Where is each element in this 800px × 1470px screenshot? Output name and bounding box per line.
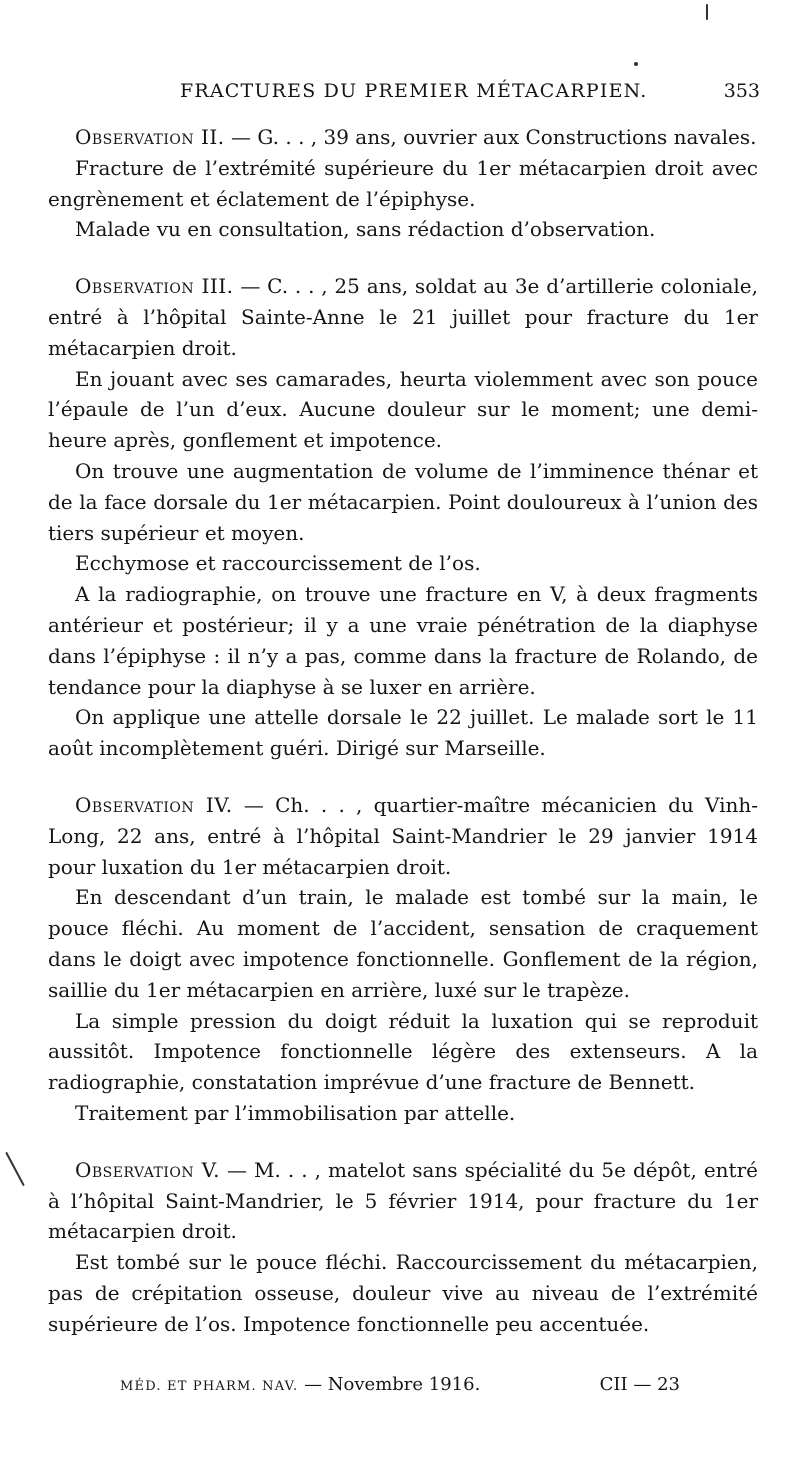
observation-3-label: Observation III. bbox=[75, 274, 234, 299]
scan-speck bbox=[5, 1152, 25, 1186]
scan-speck bbox=[634, 62, 638, 66]
running-head bbox=[70, 80, 760, 110]
footer-signature: CII — 23 bbox=[599, 1374, 680, 1395]
observation-2-paragraph-1: — G. . . , 39 ans, ouvrier aux Constructions navales. bbox=[231, 125, 757, 149]
scan-speck bbox=[706, 4, 708, 20]
page-footer bbox=[120, 1374, 680, 1404]
observation-3-paragraph-3: On trouve une augmentation de volume de l’imminence thénar et de la face dorsale du 1er métacarpien. Point douloureux à l’union des tiers supérieur et moyen. bbox=[48, 458, 758, 545]
running-title: FRACTURES DU PREMIER MÉTACARPIEN. bbox=[180, 80, 648, 102]
observation-3-paragraph-1: — C. . . , 25 ans, soldat au 3e d’artillerie coloniale, entré à l’hôpital Sainte-Anne le 21 juillet pour fracture du 1er métacarpien droit. bbox=[48, 274, 758, 360]
observation-4-paragraph-1: — Ch. . . , quartier-maître mécanicien du Vinh-Long, 22 ans, entré à l’hôpital Saint-Mandrier le 29 janvier 1914 pour luxation du 1er métacarpien droit. bbox=[48, 792, 759, 879]
observation-3-paragraph-2: En jouant avec ses camarades, heurta violemment avec son pouce l’épaule de l’un d’eux. Aucune douleur sur le moment; une demi-heure après, gonflement et impotence. bbox=[48, 366, 758, 453]
observation-4-intro bbox=[48, 790, 758, 882]
observation-2-paragraph-3: Malade vu en consultation, sans rédaction d’observation. bbox=[75, 217, 656, 242]
observation-2-paragraph-2: Fracture de l’extrémité supérieure du 1er métacarpien droit avec engrènement et éclatement de l’épiphyse. bbox=[48, 155, 758, 211]
observation-5-paragraph-1: — M. . . , matelot sans spécialité du 5e dépôt, entré à l’hôpital Saint-Mandrier, le 5 février 1914, pour fracture du 1er métacarpien droit. bbox=[48, 1157, 758, 1244]
section-gap bbox=[48, 764, 758, 790]
footer-journal: MÉD. ET PHARM. NAV. bbox=[120, 1379, 299, 1394]
observation-5-intro bbox=[48, 1155, 758, 1247]
observation-3-paragraph-4: Ecchymose et raccourcissement de l’os. bbox=[75, 551, 481, 576]
observation-2-label: Observation II. bbox=[75, 125, 225, 149]
observation-4-paragraph-4: Traitement par l’immobilisation par attelle. bbox=[75, 1100, 516, 1125]
footer-date: — Novembre 1916. bbox=[304, 1374, 481, 1395]
observation-3-intro bbox=[48, 271, 758, 363]
footer-citation bbox=[120, 1374, 480, 1395]
observation-5-paragraph-2: Est tombé sur le pouce fléchi. Raccourcissement du métacarpien, pas de crépitation osseuse, douleur vive au niveau de l’extrémité supérieure de l’os. Impotence fonctionnelle peu accentuée. bbox=[48, 1250, 758, 1336]
observation-2-intro bbox=[48, 122, 758, 153]
observation-4-paragraph-2: En descendant d’un train, le malade est tombé sur la main, le pouce fléchi. Au moment de l’accident, sensation de craquement dans le doigt avec impotence fonctionnelle. Gonflement de la région, saillie du 1er métacarpien en arrière, luxé sur le trapèze. bbox=[48, 885, 758, 1002]
section-gap bbox=[48, 245, 758, 271]
observation-3-paragraph-6: On applique une attelle dorsale le 22 juillet. Le malade sort le 11 août incomplètement guéri. Dirigé sur Marseille. bbox=[48, 705, 758, 761]
observation-4-paragraph-3: La simple pression du doigt réduit la luxation qui se reproduit aussitôt. Impotence fonctionnelle légère des extenseurs. A la radiographie, constatation imprévue d’une fracture de Bennett. bbox=[48, 1008, 758, 1095]
observation-3-paragraph-5: A la radiographie, on trouve une fracture en V, à deux fragments antérieur et postérieur; il y a une vraie pénétration de la diaphyse dans l’épiphyse : il n’y a pas, comme dans la fracture de Rolando, de tendance pour la diaphyse à se luxer en arrière. bbox=[48, 582, 758, 699]
observation-4-label: Observation IV. bbox=[75, 792, 233, 817]
observation-5-label: Observation V. bbox=[75, 1157, 220, 1182]
body-text bbox=[48, 122, 758, 1339]
page-number: 353 bbox=[723, 80, 760, 102]
section-gap bbox=[48, 1129, 758, 1155]
